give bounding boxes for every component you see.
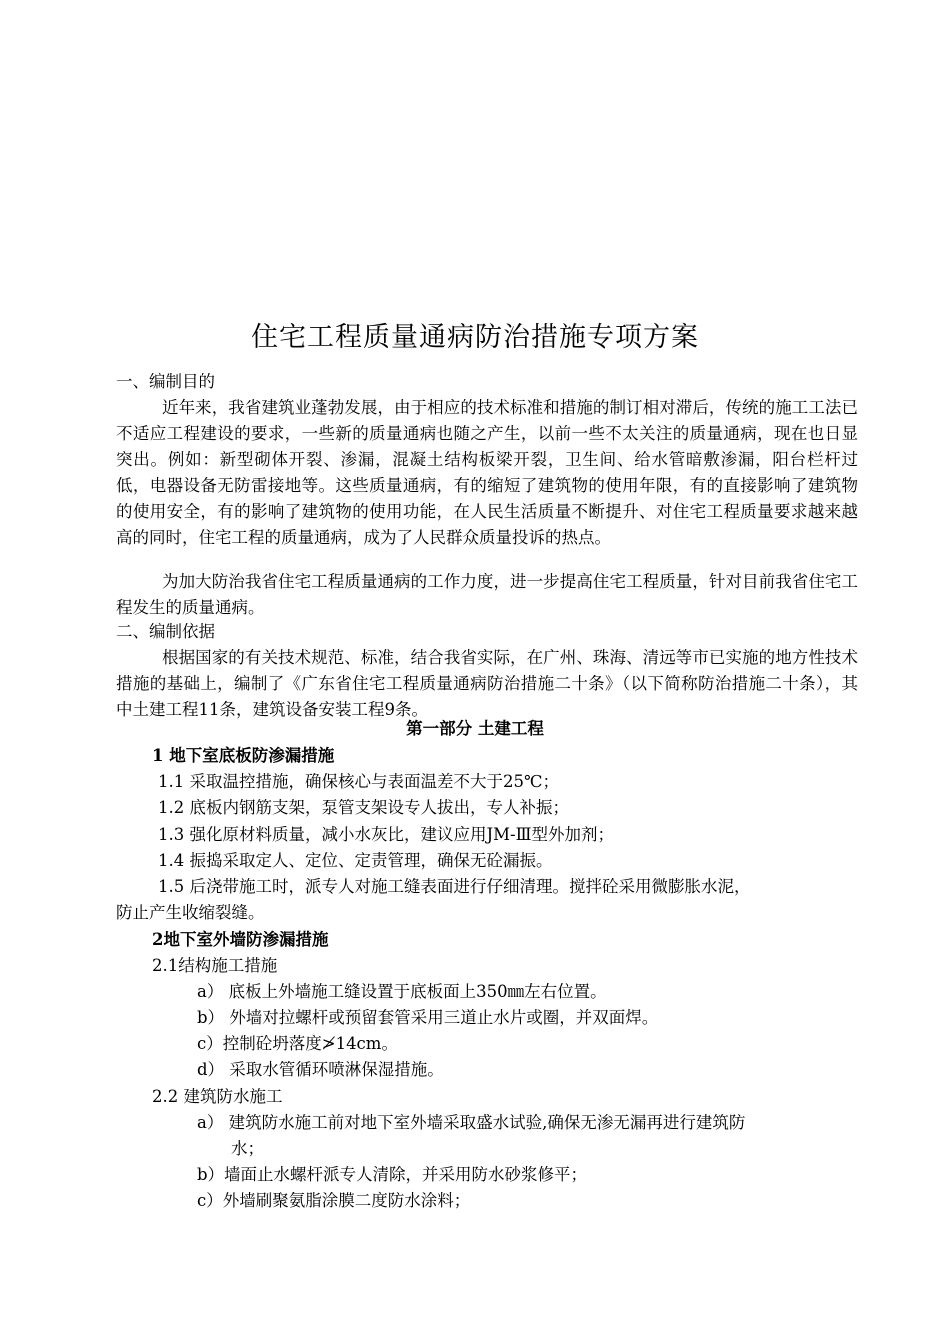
item-heading-2: 2地下室外墙防渗漏措施	[152, 930, 329, 949]
list-item: 1.3 强化原材料质量，减小水灰比，建议应用JM-Ⅲ型外加剂；	[158, 825, 614, 844]
list-item: a） 建筑防水施工前对地下室外墙采取盛水试验,确保无渗无漏再进行建筑防	[197, 1113, 746, 1132]
list-item: 1.4 振捣采取定人、定位、定责管理，确保无砼漏振。	[158, 851, 553, 870]
list-item: c）外墙刷聚氨脂涂膜二度防水涂料；	[197, 1191, 471, 1210]
list-item: 1.5 后浇带施工时，派专人对施工缝表面进行仔细清理。搅拌砼采用微膨胀水泥，	[158, 877, 751, 896]
paragraph-purpose-1: 近年来，我省建筑业蓬勃发展，由于相应的技术标准和措施的制订相对滞后，传统的施工工法已不适应工程建设的要求，一些新的质量通病也随之产生，以前一些不太关注的质量通病，现在也日显突出。例如：新型砌体开裂、渗漏，混凝土结构板梁开裂，卫生间、给水管暗敷渗漏，阳台栏杆过低，电器设备无防雷接地等。这些质量通病，有的缩短了建筑物的使用年限，有的直接影响了建筑物的使用安全，有的影响了建筑物的使用功能，在人民生活质量不断提升、对住宅工程质量要求越来越高的同时，住宅工程的质量通病，成为了人民群众质量投诉的热点。	[116, 398, 858, 547]
list-item-continuation: 防止产生收缩裂缝。	[116, 903, 265, 922]
list-item: b）墙面止水螺杆派专人清除，并采用防水砂浆修平；	[197, 1165, 588, 1184]
part-title: 第一部分 土建工程	[406, 719, 544, 738]
section-heading-purpose: 一、编制目的	[116, 372, 215, 391]
list-item: b） 外墙对拉螺杆或预留套管采用三道止水片或圈，并双面焊。	[197, 1008, 659, 1027]
list-item-continuation: 水；	[231, 1139, 264, 1158]
list-item: 1.2 底板内钢筋支架，泵管支架设专人拔出，专人补振；	[158, 798, 569, 817]
paragraph-basis: 根据国家的有关技术规范、标准，结合我省实际，在广州、珠海、清远等市已实施的地方性技术措施的基础上，编制了《广东省住宅工程质量通病防治措施二十条》（以下简称防治措施二十条），其中土建工程11条，建筑设备安装工程9条。	[116, 648, 858, 719]
section-heading-basis: 二、编制依据	[116, 622, 215, 641]
list-item: a） 底板上外墙施工缝设置于底板面上350㎜左右位置。	[197, 982, 607, 1001]
list-item: d） 采取水管循环喷淋保湿措施。	[197, 1060, 444, 1079]
item-heading-1: 1 地下室底板防渗漏措施	[152, 746, 335, 765]
list-item: 1.1 采取温控措施，确保核心与表面温差不大于25℃；	[158, 772, 559, 791]
paragraph-purpose-2: 为加大防治我省住宅工程质量通病的工作力度，进一步提高住宅工程质量，针对目前我省住宅工程发生的质量通病。	[116, 572, 858, 617]
list-item: c）控制砼坍落度≯14cm。	[197, 1034, 398, 1053]
document-title: 住宅工程质量通病防治措施专项方案	[251, 322, 699, 353]
subitem-heading-2-2: 2.2 建筑防水施工	[152, 1087, 283, 1106]
subitem-heading-2-1: 2.1结构施工措施	[152, 956, 278, 975]
